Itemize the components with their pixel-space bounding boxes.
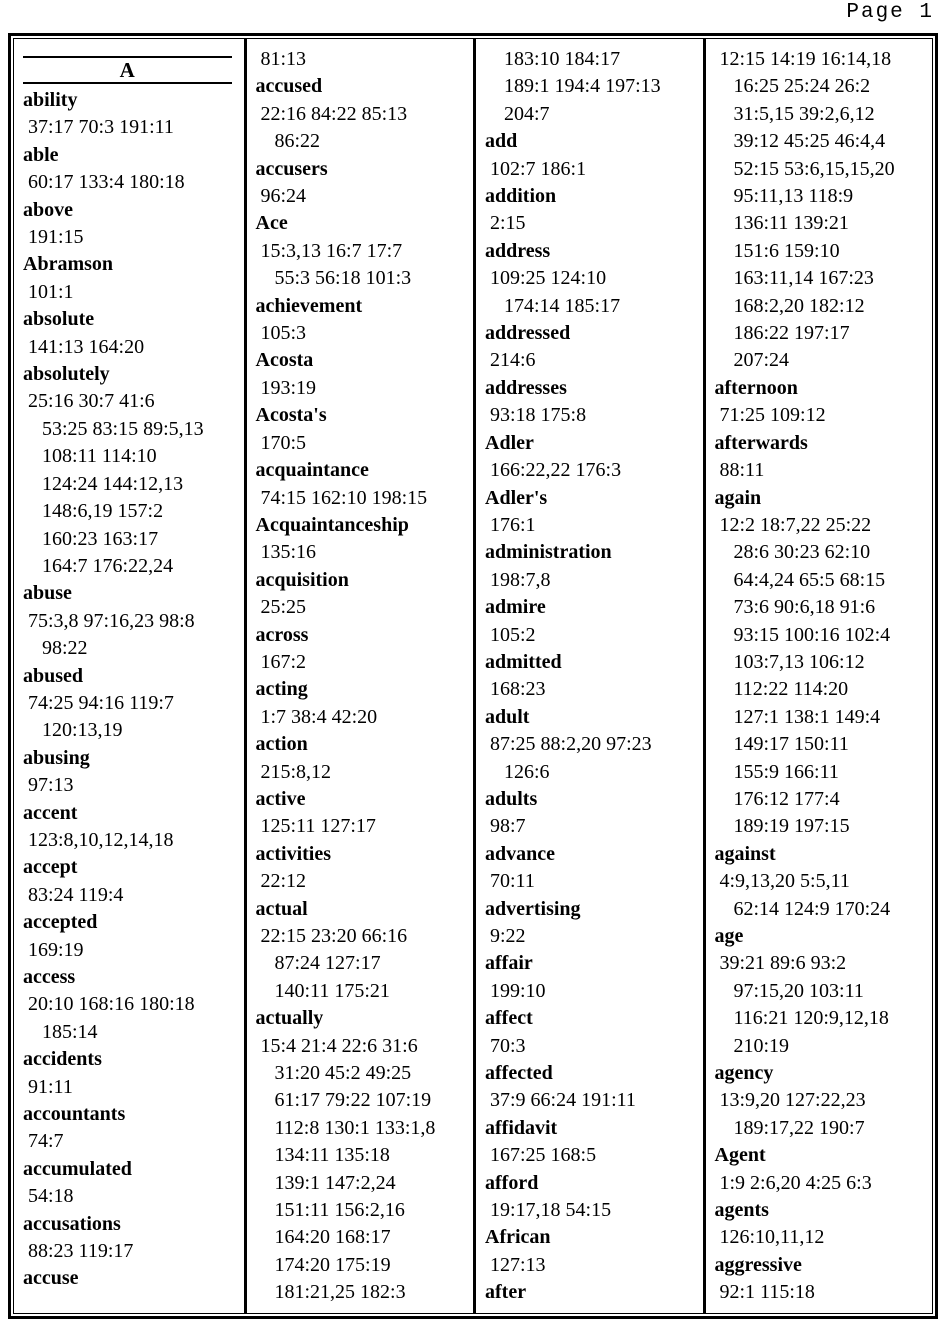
- index-entry: [485, 238, 701, 320]
- index-entry: [256, 402, 472, 457]
- index-word: acquaintance: [255, 459, 369, 482]
- index-entry: [485, 1005, 701, 1060]
- index-entry: [485, 1115, 701, 1170]
- line-references: 96:24: [260, 185, 307, 208]
- index-word: access: [23, 966, 76, 988]
- line-references: 61:17 79:22 107:19: [274, 1089, 432, 1112]
- index-entry: [23, 909, 242, 964]
- index-entry: [485, 128, 701, 183]
- line-references: 189:17,22 190:7: [733, 1116, 865, 1139]
- index-word: affidavit: [485, 1116, 558, 1139]
- index-entry: [256, 457, 472, 512]
- index-word: administration: [485, 541, 612, 564]
- line-references: 167:2: [260, 650, 307, 673]
- line-references: 1:7 38:4 42:20: [260, 705, 378, 728]
- index-entry: [23, 1156, 242, 1211]
- index-entry: [23, 854, 242, 909]
- index-entry: [23, 1101, 242, 1156]
- line-references: 168:23: [490, 678, 546, 701]
- index-word: ability: [23, 89, 78, 111]
- index-entry: [485, 1224, 701, 1279]
- index-entry-continuation: [715, 46, 931, 375]
- line-references: 191:15: [28, 226, 84, 249]
- index-word: again: [714, 486, 762, 509]
- index-word: across: [255, 623, 309, 646]
- index-entry: [485, 704, 701, 786]
- line-references: 125:11 127:17: [260, 815, 376, 838]
- index-word: acting: [255, 678, 308, 701]
- line-references: 55:3 56:18 101:3: [274, 267, 412, 290]
- line-references: 92:1 115:18: [719, 1281, 815, 1304]
- index-entry: [256, 676, 472, 731]
- line-references: 83:24 119:4: [28, 883, 124, 906]
- index-word: accusers: [255, 157, 328, 180]
- line-references: 91:11: [28, 1075, 73, 1098]
- line-references: 204:7: [504, 102, 550, 125]
- index-word: accusations: [23, 1212, 121, 1235]
- index-entry: [256, 841, 472, 896]
- line-references: 166:22,22 176:3: [490, 459, 622, 482]
- index-entry: [485, 1279, 701, 1306]
- index-entry: [256, 73, 472, 155]
- line-references: 22:15 23:20 66:16: [260, 925, 408, 947]
- line-references: 9:22: [490, 925, 526, 947]
- line-references: 71:25 109:12: [719, 404, 826, 427]
- index-word: Acosta: [255, 349, 314, 372]
- line-references: 168:2,20 182:12: [733, 294, 865, 317]
- index-word: afterwards: [714, 431, 808, 454]
- letter-section-header: A: [23, 56, 232, 84]
- index-inner-frame: [13, 38, 933, 1314]
- line-references: 75:3,8 97:16,23 98:8: [28, 609, 195, 632]
- line-references: 60:17 133:4 180:18: [28, 171, 185, 194]
- line-references: 37:17 70:3 191:11: [28, 116, 174, 139]
- line-references: 1:9 2:6,20 4:25 6:3: [719, 1171, 872, 1194]
- index-word: Adler: [485, 431, 534, 454]
- line-references: 31:5,15 39:2,6,12: [733, 102, 875, 125]
- index-entry: [23, 87, 242, 142]
- index-entry: [256, 567, 472, 622]
- index-entry: [23, 964, 242, 1046]
- line-references: 62:14 124:9 170:24: [733, 897, 891, 920]
- index-entry: [485, 841, 701, 896]
- line-references: 210:19: [733, 1034, 790, 1057]
- index-word: activities: [255, 842, 332, 865]
- line-references: 93:15 100:16 102:4: [733, 623, 891, 646]
- line-references: 39:12 45:25 46:4,4: [733, 130, 886, 153]
- line-references: 15:3,13 16:7 17:7: [260, 239, 403, 262]
- line-references: 12:2 18:7,22 25:22: [719, 513, 872, 536]
- line-references: 15:4 21:4 22:6 31:6: [260, 1034, 418, 1057]
- index-word: admitted: [485, 650, 562, 673]
- index-word: Ace: [255, 212, 288, 235]
- line-references: 70:11: [490, 870, 535, 893]
- index-entry: [256, 347, 472, 402]
- index-word: action: [255, 733, 308, 756]
- index-word: advance: [485, 842, 555, 865]
- index-outer-frame: [8, 33, 938, 1319]
- index-entry: [715, 923, 931, 1060]
- line-references: 88:23 119:17: [28, 1240, 134, 1263]
- line-references: 31:20 45:2 49:25: [274, 1062, 412, 1085]
- line-references: 101:1: [28, 280, 74, 303]
- line-references: 87:24 127:17: [274, 952, 381, 975]
- index-entry: [23, 1265, 242, 1292]
- index-entry: [485, 1170, 701, 1225]
- index-word: accuse: [23, 1267, 79, 1290]
- index-column-4: [703, 39, 933, 1313]
- line-references: 181:21,25 182:3: [274, 1281, 406, 1304]
- line-references: 105:2: [490, 623, 536, 646]
- index-column-3: [473, 39, 703, 1313]
- line-references: 170:5: [260, 431, 307, 454]
- line-references: 163:11,14 167:23: [733, 267, 874, 290]
- index-word: African: [485, 1226, 551, 1249]
- index-entry: [23, 142, 242, 197]
- line-references: 126:6: [504, 760, 550, 783]
- index-word: add: [485, 130, 518, 153]
- index-entry: [485, 539, 701, 594]
- index-word: affect: [485, 1007, 533, 1030]
- index-entry: [23, 1211, 242, 1266]
- index-entry: [485, 649, 701, 704]
- line-references: 22:16 84:22 85:13: [260, 102, 408, 125]
- index-word: afford: [485, 1171, 539, 1194]
- line-references: 193:19: [260, 376, 317, 399]
- line-references: 215:8,12: [260, 760, 332, 783]
- index-entry: [256, 622, 472, 677]
- line-references: 87:25 88:2,20 97:23: [490, 733, 652, 756]
- index-entry: [256, 210, 472, 292]
- line-references: 53:25 83:15 89:5,13: [42, 417, 204, 440]
- index-word: above: [23, 198, 73, 221]
- line-references: 98:22: [42, 637, 88, 660]
- index-entry: [715, 1060, 931, 1142]
- line-references: 186:22 197:17: [733, 322, 850, 345]
- line-references: 97:15,20 103:11: [733, 979, 864, 1002]
- line-references: 70:3: [490, 1034, 526, 1057]
- index-word: abuse: [23, 582, 72, 605]
- index-entry: [256, 1005, 472, 1306]
- index-word: Agent: [714, 1144, 766, 1167]
- index-word: addresses: [485, 376, 567, 399]
- index-word: abusing: [23, 746, 90, 769]
- line-references: 93:18 175:8: [490, 404, 587, 427]
- index-entry: [23, 745, 242, 800]
- index-entry: [715, 375, 931, 430]
- index-word: achievement: [255, 294, 363, 317]
- index-entry: [485, 375, 701, 430]
- line-references: 127:1 138:1 149:4: [733, 705, 881, 728]
- line-references: 149:17 150:11: [733, 733, 849, 756]
- index-entry: [485, 183, 701, 238]
- index-word: Abramson: [23, 253, 114, 276]
- line-references: 167:25 168:5: [490, 1144, 597, 1167]
- line-references: 81:13: [260, 48, 307, 70]
- index-entry: [485, 786, 701, 841]
- index-word: acquisition: [255, 568, 349, 591]
- line-references: 136:11 139:21: [733, 212, 849, 235]
- line-references: 39:21 89:6 93:2: [719, 952, 847, 975]
- index-word: accept: [23, 856, 78, 879]
- index-word: address: [485, 239, 551, 262]
- index-entry: [485, 896, 701, 951]
- index-entry: [715, 485, 931, 841]
- index-entry: [256, 896, 472, 1006]
- index-word: absolute: [23, 308, 95, 331]
- index-entry: [256, 786, 472, 841]
- line-references: 64:4,24 65:5 68:15: [733, 568, 886, 591]
- line-references: 124:24 144:12,13: [42, 472, 184, 495]
- index-entry: [23, 800, 242, 855]
- line-references: 37:9 66:24 191:11: [490, 1089, 636, 1112]
- line-references: 148:6,19 157:2: [42, 500, 164, 523]
- index-columns: [14, 39, 932, 1313]
- index-entry: [715, 1252, 931, 1307]
- line-references: 108:11 114:10: [42, 445, 157, 468]
- index-word: actual: [255, 897, 308, 920]
- line-references: 135:16: [260, 541, 317, 564]
- index-word: admire: [485, 596, 546, 619]
- index-entry: [23, 580, 242, 662]
- index-word: Adler's: [485, 486, 548, 509]
- page-number-label: Page 1: [846, 1, 934, 24]
- line-references: 176:12 177:4: [733, 787, 840, 810]
- line-references: 2:15: [490, 212, 526, 235]
- line-references: 112:8 130:1 133:1,8: [274, 1116, 436, 1139]
- index-entry: [715, 1142, 931, 1197]
- index-entry: [256, 731, 472, 786]
- index-entry: [256, 156, 472, 211]
- index-word: agents: [714, 1199, 769, 1222]
- index-entry: [485, 950, 701, 1005]
- line-references: 169:19: [28, 938, 84, 961]
- line-references: 126:10,11,12: [719, 1226, 825, 1249]
- line-references: 74:25 94:16 119:7: [28, 691, 174, 714]
- line-references: 134:11 135:18: [274, 1144, 390, 1167]
- line-references: 174:20 175:19: [274, 1253, 391, 1276]
- index-entry: [256, 293, 472, 348]
- index-entry-continuation: [256, 46, 472, 73]
- line-references: 105:3: [260, 322, 307, 345]
- line-references: 140:11 175:21: [274, 979, 390, 1002]
- line-references: 16:25 25:24 26:2: [733, 75, 871, 98]
- line-references: 109:25 124:10: [490, 267, 607, 290]
- line-references: 52:15 53:6,15,15,20: [733, 157, 895, 180]
- index-word: affair: [485, 952, 533, 975]
- line-references: 164:20 168:17: [274, 1226, 391, 1249]
- index-entry: [23, 306, 242, 361]
- index-word: against: [714, 842, 776, 865]
- line-references: 25:25: [260, 596, 307, 619]
- index-word: accent: [23, 801, 78, 824]
- line-references: 155:9 166:11: [733, 760, 839, 783]
- index-word: absolutely: [23, 363, 110, 386]
- index-entry: [485, 1060, 701, 1115]
- line-references: 189:19 197:15: [733, 815, 850, 838]
- index-word: accountants: [23, 1103, 126, 1126]
- line-references: 102:7 186:1: [490, 157, 587, 180]
- index-entry-continuation: [485, 46, 701, 128]
- line-references: 199:10: [490, 979, 546, 1002]
- line-references: 74:7: [28, 1130, 64, 1153]
- line-references: 164:7 176:22,24: [42, 554, 174, 577]
- line-references: 151:11 156:2,16: [274, 1199, 405, 1222]
- line-references: 198:7,8: [490, 568, 551, 591]
- line-references: 19:17,18 54:15: [490, 1199, 612, 1222]
- line-references: 123:8,10,12,14,18: [28, 828, 174, 851]
- line-references: 151:6 159:10: [733, 239, 840, 262]
- line-references: 174:14 185:17: [504, 294, 621, 317]
- line-references: 20:10 168:16 180:18: [28, 993, 195, 1016]
- index-word: advertising: [485, 897, 581, 920]
- index-word: Acosta's: [255, 404, 327, 427]
- index-word: agency: [714, 1062, 774, 1085]
- line-references: 160:23 163:17: [42, 527, 159, 550]
- index-word: adult: [485, 705, 530, 728]
- index-word: accused: [255, 75, 323, 98]
- line-references: 4:9,13,20 5:5,11: [719, 870, 850, 893]
- line-references: 139:1 147:2,24: [274, 1171, 396, 1194]
- index-word: adults: [485, 787, 538, 810]
- index-word: afternoon: [714, 376, 798, 399]
- line-references: 98:7: [490, 815, 526, 838]
- index-word: after: [485, 1281, 527, 1304]
- index-entry: [485, 430, 701, 485]
- index-word: active: [255, 787, 306, 810]
- index-entry: [485, 594, 701, 649]
- index-entry: [23, 251, 242, 306]
- index-word: addressed: [485, 322, 571, 345]
- line-references: 74:15 162:10 198:15: [260, 486, 428, 509]
- index-entry: [715, 430, 931, 485]
- index-word: addition: [485, 185, 557, 208]
- index-word: actually: [255, 1007, 324, 1030]
- line-references: 185:14: [42, 1020, 98, 1043]
- line-references: 95:11,13 118:9: [733, 185, 854, 208]
- index-word: accumulated: [23, 1157, 132, 1180]
- line-references: 103:7,13 106:12: [733, 650, 865, 673]
- index-word: accepted: [23, 911, 98, 934]
- index-entry: [715, 841, 931, 923]
- line-references: 112:22 114:20: [733, 678, 849, 701]
- line-references: 207:24: [733, 349, 790, 372]
- line-references: 13:9,20 127:22,23: [719, 1089, 866, 1112]
- index-entry: [485, 320, 701, 375]
- index-word: abused: [23, 664, 84, 687]
- line-references: 22:12: [260, 870, 307, 893]
- line-references: 116:21 120:9,12,18: [733, 1007, 889, 1030]
- index-entry: [715, 1197, 931, 1252]
- index-word: age: [714, 925, 744, 947]
- line-references: 86:22: [274, 130, 321, 153]
- line-references: 127:13: [490, 1253, 546, 1276]
- line-references: 54:18: [28, 1185, 74, 1208]
- line-references: 25:16 30:7 41:6: [28, 390, 155, 413]
- index-entry: [23, 197, 242, 252]
- index-column-2: [244, 39, 474, 1313]
- line-references: 189:1 194:4 197:13: [504, 75, 661, 98]
- line-references: 176:1: [490, 513, 536, 536]
- line-references: 28:6 30:23 62:10: [733, 541, 871, 564]
- line-references: 214:6: [490, 349, 536, 372]
- line-references: 88:11: [719, 459, 765, 482]
- index-word: accidents: [23, 1048, 102, 1071]
- index-entry: [23, 361, 242, 580]
- line-references: 120:13,19: [42, 719, 123, 742]
- index-word: Acquaintanceship: [255, 513, 409, 536]
- index-column-1: [14, 39, 244, 1313]
- line-references: 97:13: [28, 774, 74, 797]
- index-entry: [23, 1046, 242, 1101]
- line-references: 183:10 184:17: [504, 48, 621, 70]
- line-references: 141:13 164:20: [28, 335, 145, 358]
- line-references: 73:6 90:6,18 91:6: [733, 596, 876, 619]
- index-entry: [23, 663, 242, 745]
- index-word: able: [23, 143, 59, 166]
- line-references: 12:15 14:19 16:14,18: [719, 48, 892, 70]
- index-word: aggressive: [714, 1253, 802, 1276]
- index-entry: [485, 485, 701, 540]
- index-entry: [256, 512, 472, 567]
- index-word: affected: [485, 1062, 553, 1085]
